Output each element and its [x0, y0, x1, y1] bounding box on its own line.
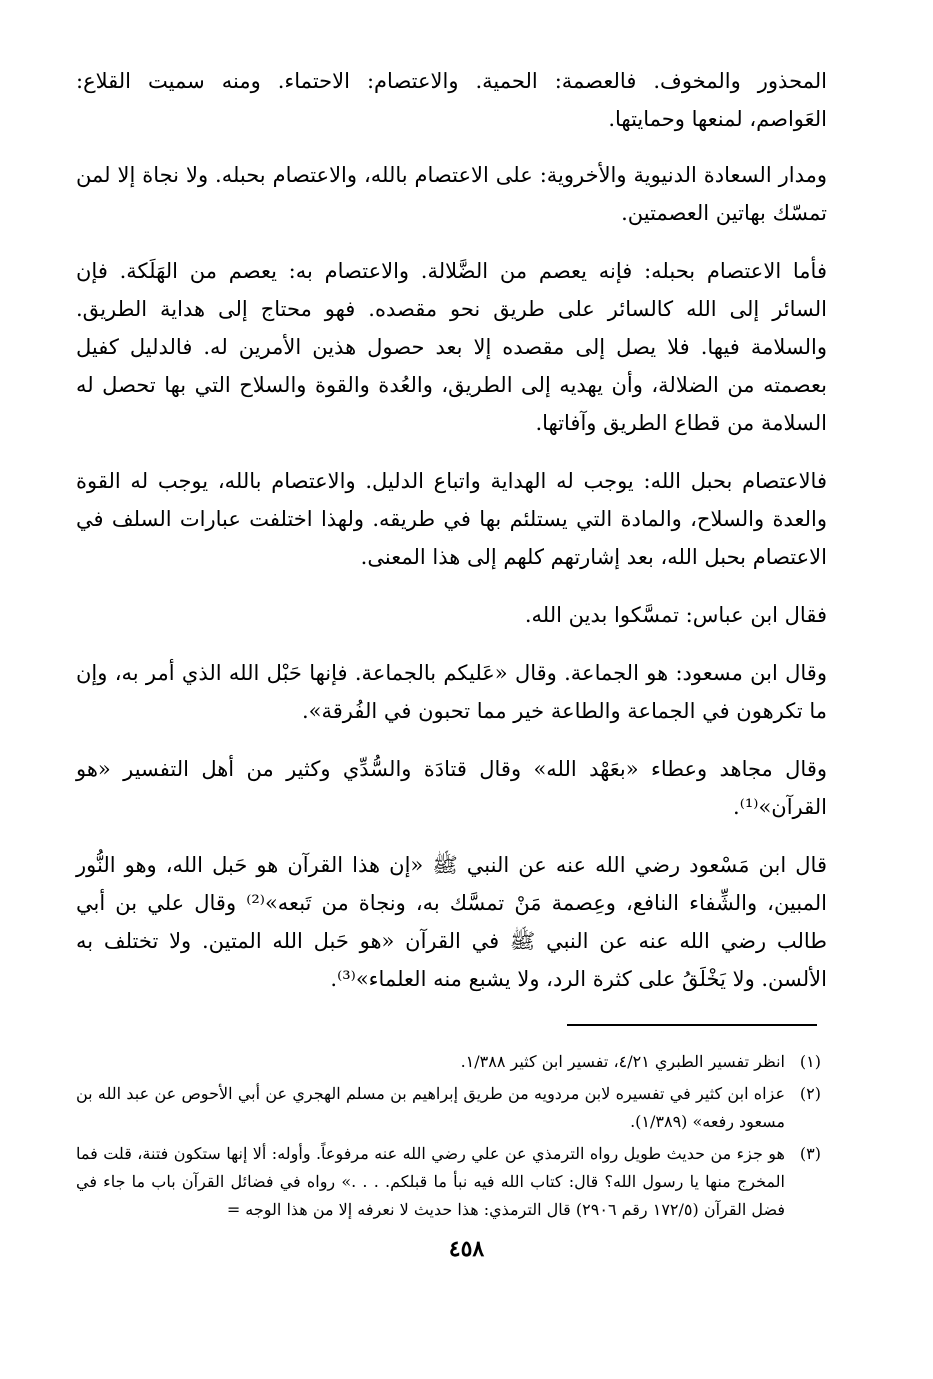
footnote-number: (٢): [799, 1084, 821, 1103]
footnote-separator: [567, 1024, 817, 1026]
page-number: ٤٥٨: [448, 1236, 485, 1262]
footnote-number: (١): [799, 1052, 821, 1071]
paragraph-8: قال ابن مَسْعود رضي الله عنه عن النبي ﷺ «إن هذا القرآن هو حَبل الله، وهو النُّور المبين، والشِّفاء النافع، وعِصمة مَنْ تمسَّك به، ونجاة من تَبعه»⁽²⁾ وقال علي بن أبي طالب رضي الله عنه عن النبي ﷺ في القرآن «هو حَبل الله المتين. ولا تختلف به الألسن. ولا يَخْلَقُ على كثرة الرد، ولا يشبع منه العلماء»⁽³⁾.: [76, 853, 827, 991]
footnote-3: [76, 1140, 821, 1224]
paragraph-5: فقال ابن عباس: تمسَّكوا بدين الله.: [524, 603, 827, 627]
paragraph-2: ومدار السعادة الدنيوية والأخروية: على الاعتصام بالله، والاعتصام بحبله. ولا نجاة إلا لمن تمسّك بهاتين العصمتين.: [76, 163, 827, 225]
footnote-text: هو جزء من حديث طويل رواه الترمذي عن علي رضي الله عنه مرفوعاً. وأوله: ألا إنها ستكون فتنة، قلت فما المخرج منها يا رسول الله؟ قال: كتاب الله فيه نبأ ما قبلكم. . . .» رواه في فضائل القرآن باب ما جاء في فضل القرآن (١٧٢/٥ رقم ٢٩٠٦) قال الترمذي: هذا حديث لا نعرفه إلا من هذا الوجه =: [76, 1144, 786, 1219]
footnote-text: عزاه ابن كثير في تفسيره لابن مردويه من طريق إبراهيم بن مسلم الهجري عن أبي الأحوص عن عبد الله بن مسعود رفعه» (١/٣٨٩).: [76, 1084, 786, 1131]
footnotes: [76, 1048, 827, 1224]
paragraph-1: المحذور والمخوف. فالعصمة: الحمية. والاعتصام: الاحتماء. ومنه سميت القلاع: العَواصم، لمنعها وحمايتها.: [76, 69, 827, 131]
footnote-1: [76, 1048, 821, 1076]
footnote-number: (٣): [799, 1144, 821, 1163]
main-text: [76, 62, 827, 998]
footnote-text: انظر تفسير الطبري ٤/٢١، تفسير ابن كثير ١/٣٨٨.: [460, 1052, 785, 1071]
paragraph-3: فأما الاعتصام بحبله: فإنه يعصم من الضَّلالة. والاعتصام به: يعصم من الهَلَكة. فإن السائر إلى الله كالسائر على طريق نحو مقصده. فهو محتاج إلى هداية الطريق. والسلامة فيها. فلا يصل إلى مقصده إلا بعد حصول هذين الأمرين له. فالدليل كفيل بعصمته من الضلالة، وأن يهديه إلى الطريق، والعُدة والقوة والسلاح التي بها تحصل له السلامة من قطاع الطريق وآفاتها.: [76, 259, 827, 435]
paragraph-7: وقال مجاهد وعطاء «بعَهْد الله» وقال قتادَة والسُّدِّي وكثير من أهل التفسير «هو القرآن»⁽¹⁾.: [76, 757, 827, 819]
paragraph-6: وقال ابن مسعود: هو الجماعة. وقال «عَليكم بالجماعة. فإنها حَبْل الله الذي أمر به، وإن ما تكرهون في الجماعة والطاعة خير مما تحبون في الفُرقة».: [76, 661, 827, 723]
footnote-2: [76, 1080, 821, 1136]
paragraph-4: فالاعتصام بحبل الله: يوجب له الهداية واتباع الدليل. والاعتصام بالله، يوجب له القوة والعدة والسلاح، والمادة التي يستلئم بها في طريقه. ولهذا اختلفت عبارات السلف في الاعتصام بحبل الله، بعد إشارتهم كلهم إلى هذا المعنى.: [76, 469, 827, 569]
